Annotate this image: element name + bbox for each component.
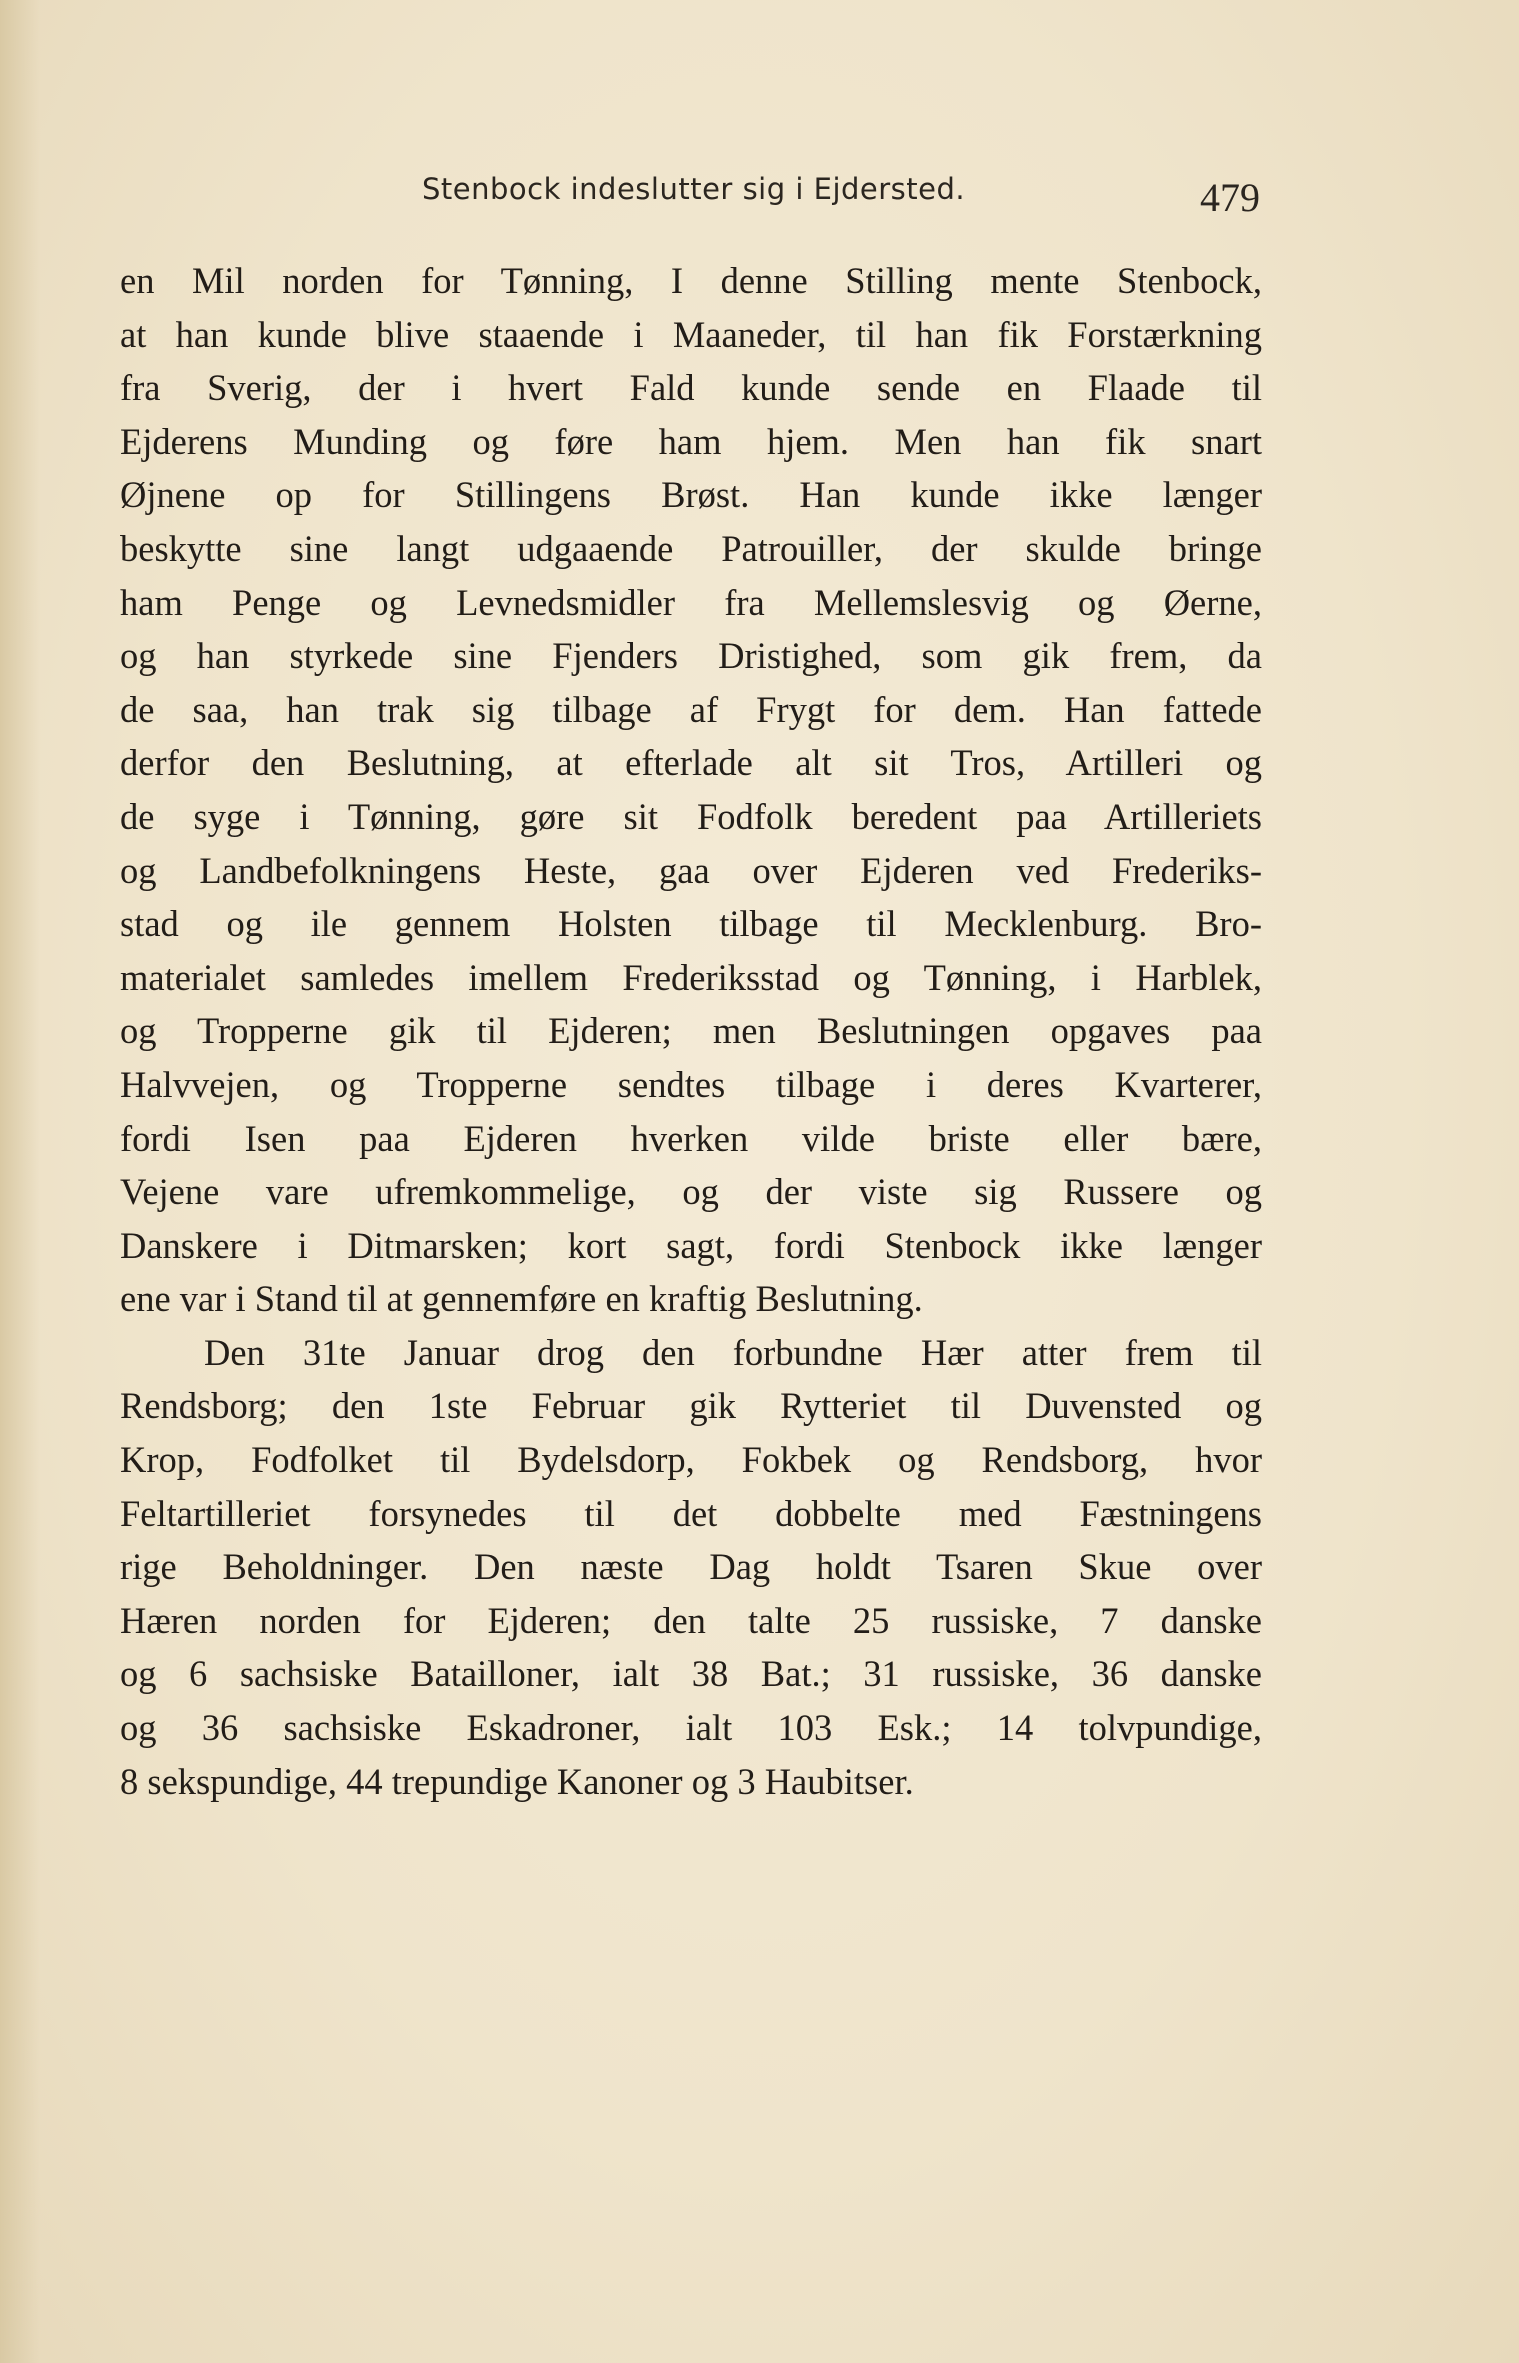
text-line: at han kunde blive staaende i Maaneder, til han fik Forstærkning bbox=[120, 313, 1262, 355]
text-line: de syge i Tønning, gøre sit Fodfolk beredent paa Artilleriets bbox=[120, 795, 1262, 837]
text-line: Hæren norden for Ejderen; den talte 25 russiske, 7 danske bbox=[120, 1599, 1262, 1641]
text-line: og 6 sachsiske Batailloner, ialt 38 Bat.; 31 russiske, 36 danske bbox=[120, 1653, 1262, 1695]
page-number: 479 bbox=[1200, 175, 1260, 220]
text-line: Øjnene op for Stillingens Brøst. Han kunde ikke længer bbox=[120, 474, 1262, 516]
text-line: og Tropperne gik til Ejderen; men Beslutningen opgaves paa bbox=[120, 1010, 1262, 1052]
text-line: og han styrkede sine Fjenders Dristighed, som gik frem, da bbox=[120, 635, 1262, 677]
text-line: de saa, han trak sig tilbage af Frygt for dem. Han fattede bbox=[120, 688, 1262, 730]
text-line: Halvvejen, og Tropperne sendtes tilbage i deres Kvarterer, bbox=[120, 1063, 1262, 1105]
text-line: en Mil norden for Tønning, I denne Stilling mente Stenbock, bbox=[120, 260, 1262, 301]
running-head-title: Stenbock indeslutter sig i Ejdersted. bbox=[422, 172, 966, 206]
text-line: rige Beholdninger. Den næste Dag holdt Tsaren Skue over bbox=[120, 1546, 1262, 1588]
text-line: Rendsborg; den 1ste Februar gik Rytteriet til Duvensted og bbox=[120, 1385, 1262, 1427]
text-line: beskytte sine langt udgaaende Patrouiller, der skulde bringe bbox=[120, 527, 1262, 569]
text-line: fra Sverig, der i hvert Fald kunde sende en Flaade til bbox=[120, 367, 1262, 409]
text-line: Den 31te Januar drog den forbundne Hær atter frem til bbox=[204, 1331, 1262, 1373]
text-line: Feltartilleriet forsynedes til det dobbelte med Fæstningens bbox=[120, 1492, 1262, 1534]
paragraph bbox=[120, 254, 1262, 1326]
text-line: Krop, Fodfolket til Bydelsdorp, Fokbek og Rendsborg, hvor bbox=[120, 1439, 1262, 1481]
text-line: materialet samledes imellem Frederiksstad og Tønning, i Harblek, bbox=[120, 956, 1262, 998]
text-line: Vejene vare ufremkommelige, og der viste sig Russere og bbox=[120, 1171, 1262, 1213]
body-text bbox=[120, 254, 1262, 1808]
text-line: Ejderens Munding og føre ham hjem. Men han fik snart bbox=[120, 420, 1262, 462]
text-line: og 36 sachsiske Eskadroner, ialt 103 Esk.; 14 tolvpundige, bbox=[120, 1707, 1262, 1749]
text-line: stad og ile gennem Holsten tilbage til Mecklenburg. Bro- bbox=[120, 903, 1262, 945]
text-line: Danskere i Ditmarsken; kort sagt, fordi Stenbock ikke længer bbox=[120, 1224, 1262, 1266]
paragraph bbox=[120, 1326, 1262, 1808]
text-line: fordi Isen paa Ejderen hverken vilde briste eller bære, bbox=[120, 1117, 1262, 1159]
text-line: ene var i Stand til at gennemføre en kraftig Beslutning. bbox=[120, 1278, 923, 1320]
text-line: 8 sekspundige, 44 trepundige Kanoner og 3 Haubitser. bbox=[120, 1760, 914, 1802]
page-edge-shadow bbox=[0, 0, 40, 2363]
text-line: derfor den Beslutning, at efterlade alt sit Tros, Artilleri og bbox=[120, 742, 1262, 784]
text-line: og Landbefolkningens Heste, gaa over Ejderen ved Frederiks- bbox=[120, 849, 1262, 891]
running-head bbox=[120, 170, 1260, 230]
text-line: ham Penge og Levnedsmidler fra Mellemslesvig og Øerne, bbox=[120, 581, 1262, 623]
